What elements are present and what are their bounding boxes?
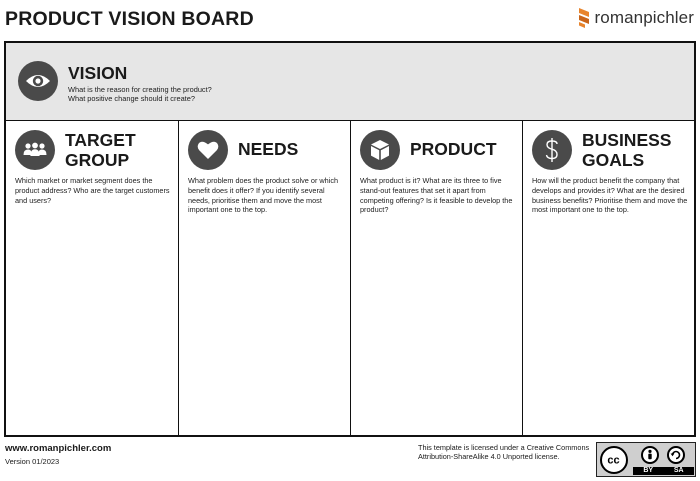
footer-version: Version 01/2023 [5, 457, 60, 466]
board-columns [6, 121, 694, 435]
brand-name: romanpichler [594, 8, 694, 27]
business-goals-title: BUSINESS GOALS [582, 130, 672, 170]
business-goals-description: How will the product benefit the company that develops and provides it? What are the desired business benefits? Prioritise them and move the most important one to the top. [532, 176, 688, 215]
footer-url: www.romanpichler.com [5, 443, 112, 454]
attribution-person-icon [641, 446, 659, 464]
cc-by-sa-badge [596, 442, 696, 477]
heart-icon [197, 140, 219, 160]
license-text: This template is licensed under a Creative Commons Attribution-ShareAlike 4.0 Unported license. [418, 443, 590, 461]
sharealike-icon [667, 446, 685, 464]
product-column [351, 121, 523, 435]
target-group-column [6, 121, 179, 435]
cc-by-label: BY [643, 467, 654, 474]
cc-sa-label: SA [673, 467, 684, 474]
cc-icon [600, 446, 628, 474]
product-icon-circle [360, 130, 400, 170]
vision-section [6, 43, 694, 121]
people-icon [22, 141, 48, 159]
needs-column [179, 121, 351, 435]
target-group-icon-circle [15, 130, 55, 170]
needs-description: What problem does the product solve or which benefit does it offer? If you identify several needs, prioritise them and move the most important one to the top. [188, 176, 339, 215]
product-description: What product is it? What are its three to five stand-out features that set it apart from competing offering? Is it feasible to develop the product? [360, 176, 513, 215]
eye-icon [24, 71, 52, 91]
vision-question: What positive change should it create? [68, 94, 195, 103]
business-goals-icon-circle [532, 130, 572, 170]
target-group-description: Which market or market segment does the product address? Who are the target customers and users? [15, 176, 170, 205]
target-group-title: TARGET GROUP [65, 130, 136, 170]
vision-title: VISION [68, 63, 128, 83]
brand-logo [577, 6, 694, 30]
page-title: PRODUCT VISION BOARD [5, 8, 254, 30]
dollar-icon [542, 136, 562, 164]
needs-title: NEEDS [238, 139, 299, 159]
vision-question: What is the reason for creating the product? [68, 85, 212, 94]
box-icon [368, 138, 392, 162]
product-title: PRODUCT [410, 139, 497, 159]
romanpichler-logo-mark-icon [577, 6, 592, 30]
svg-text:cc: cc [607, 454, 620, 467]
vision-icon-circle [18, 61, 58, 101]
business-goals-column [523, 121, 694, 435]
needs-icon-circle [188, 130, 228, 170]
vision-board [4, 41, 696, 437]
